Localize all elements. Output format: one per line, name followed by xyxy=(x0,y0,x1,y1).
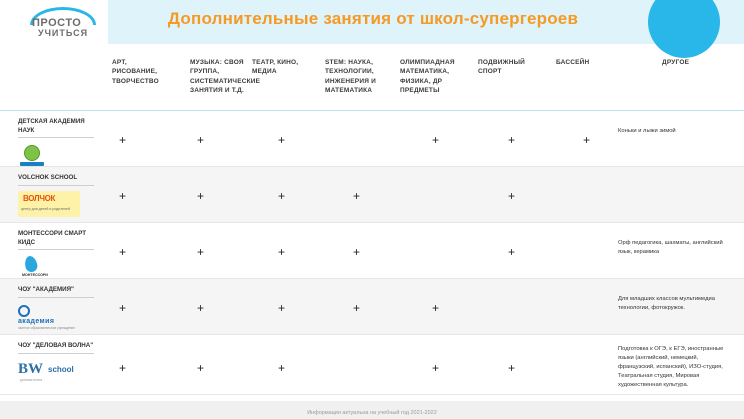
volchok-logo-subtitle: центр для детей и родителей xyxy=(21,206,70,211)
mark-music: + xyxy=(197,361,205,375)
header xyxy=(0,0,744,48)
table-body xyxy=(0,111,744,395)
school-logo xyxy=(18,359,94,387)
column-header-stem: STEM: НАУКА, ТЕХНОЛОГИИ, ИНЖЕНЕРИЯ И МАТЕМАТИКА xyxy=(325,59,376,95)
page-title: Дополнительные занятия от школ-супергероев xyxy=(167,9,579,28)
mark-theatre: + xyxy=(278,245,286,259)
row-note: Подготовка к ОГЭ, к ЕГЭ, иностранные языки (английский, немецкий, французский, испанский), ИЗО-студия, Театральная студия, Мировая художественная культура. xyxy=(618,346,724,388)
volchok-school-logo-icon xyxy=(18,191,80,217)
akademiya-logo-name: академия xyxy=(18,317,55,325)
school-cell xyxy=(18,118,94,171)
mark-sport: + xyxy=(508,245,516,259)
column-header-music: МУЗЫКА: СВОЯ ГРУППА, СИСТЕМАТИЧЕСКИЕ ЗАНЯТИЯ И Т.Д. xyxy=(190,59,261,95)
bw-tagline: деловая волна xyxy=(20,377,42,382)
row-note: Орф педагогика, шахматы, английский язык, керамика xyxy=(618,240,723,255)
mark-art: + xyxy=(119,301,127,315)
mark-stem: + xyxy=(353,301,361,315)
school-name: ДЕТСКАЯ АКАДЕМИЯ НАУК xyxy=(18,118,94,138)
akademiya-logo-tagline: частное образовательное учреждение xyxy=(18,325,75,330)
bw-school-word: school xyxy=(48,364,74,374)
mark-olympiad: + xyxy=(432,133,440,147)
droplet-icon xyxy=(23,255,38,273)
school-cell xyxy=(18,342,94,387)
table-row xyxy=(0,167,744,223)
mark-stem: + xyxy=(353,189,361,203)
montessori-logo-text: МОНТЕССОРИ xyxy=(22,273,48,278)
mark-music: + xyxy=(197,189,205,203)
school-name: МОНТЕССОРИ СМАРТ КИДС xyxy=(18,230,94,250)
mark-art: + xyxy=(119,133,127,147)
column-header-olympiad: ОЛИМПИАДНАЯ МАТЕМАТИКА, ФИЗИКА, ДР ПРЕДМЕТЫ xyxy=(400,59,455,95)
column-header-art: АРТ, РИСОВАНИЕ, ТВОРЧЕСТВО xyxy=(112,59,159,85)
table-row xyxy=(0,335,744,395)
school-cell xyxy=(18,230,94,283)
mark-theatre: + xyxy=(278,133,286,147)
mark-art: + xyxy=(119,189,127,203)
circle-mark-icon xyxy=(18,305,30,317)
school-cell xyxy=(18,174,94,219)
mark-theatre: + xyxy=(278,189,286,203)
table-row xyxy=(0,111,744,167)
table-row xyxy=(0,279,744,335)
school-cell xyxy=(18,286,94,331)
mark-sport: + xyxy=(508,189,516,203)
mark-stem: + xyxy=(353,245,361,259)
school-logo xyxy=(18,191,94,219)
mark-theatre: + xyxy=(278,301,286,315)
mark-sport: + xyxy=(508,361,516,375)
mark-theatre: + xyxy=(278,361,286,375)
mark-art: + xyxy=(119,361,127,375)
academy-of-sciences-logo-icon xyxy=(20,143,46,169)
row-note: Коньки и лыжи зимой xyxy=(618,128,676,134)
brand-logo xyxy=(22,5,108,43)
school-name: ЧОУ "АКАДЕМИЯ" xyxy=(18,286,94,298)
mark-pool: + xyxy=(583,133,591,147)
bw-monogram: BW xyxy=(18,360,44,377)
globe-icon xyxy=(24,145,40,161)
footer xyxy=(0,401,744,419)
mark-music: + xyxy=(197,245,205,259)
school-name: VOLCHOK SCHOOL xyxy=(18,174,94,186)
volchok-logo-word: ВОЛЧОК xyxy=(23,193,56,203)
mark-olympiad: + xyxy=(432,361,440,375)
column-header-sport: ПОДВИЖНЫЙ СПОРТ xyxy=(478,59,526,76)
school-logo xyxy=(18,303,94,331)
table-row xyxy=(0,223,744,279)
delovaya-volna-logo-icon xyxy=(18,361,94,385)
mark-sport: + xyxy=(508,133,516,147)
akademiya-logo-icon xyxy=(18,305,92,329)
row-note: Для младших классов мультимедиа технологии, фотокружок. xyxy=(618,296,716,311)
school-name: ЧОУ "ДЕЛОВАЯ ВОЛНА" xyxy=(18,342,94,354)
column-header-theatre: ТЕАТР, КИНО, МЕДИА xyxy=(252,59,299,76)
mark-music: + xyxy=(197,301,205,315)
mark-art: + xyxy=(119,245,127,259)
table-column-headers xyxy=(0,48,744,111)
column-header-pool: БАССЕЙН xyxy=(556,59,590,66)
footer-text: Информация актуальна на учебный год 2021-2022 xyxy=(307,410,437,416)
mark-olympiad: + xyxy=(432,301,440,315)
column-header-other: ДРУГОЕ xyxy=(662,59,690,66)
logo-bar xyxy=(20,162,44,166)
mark-music: + xyxy=(197,133,205,147)
logo-line-1: ПРОСТО xyxy=(32,17,82,29)
logo-line-2: УЧИТЬСЯ xyxy=(38,28,89,38)
